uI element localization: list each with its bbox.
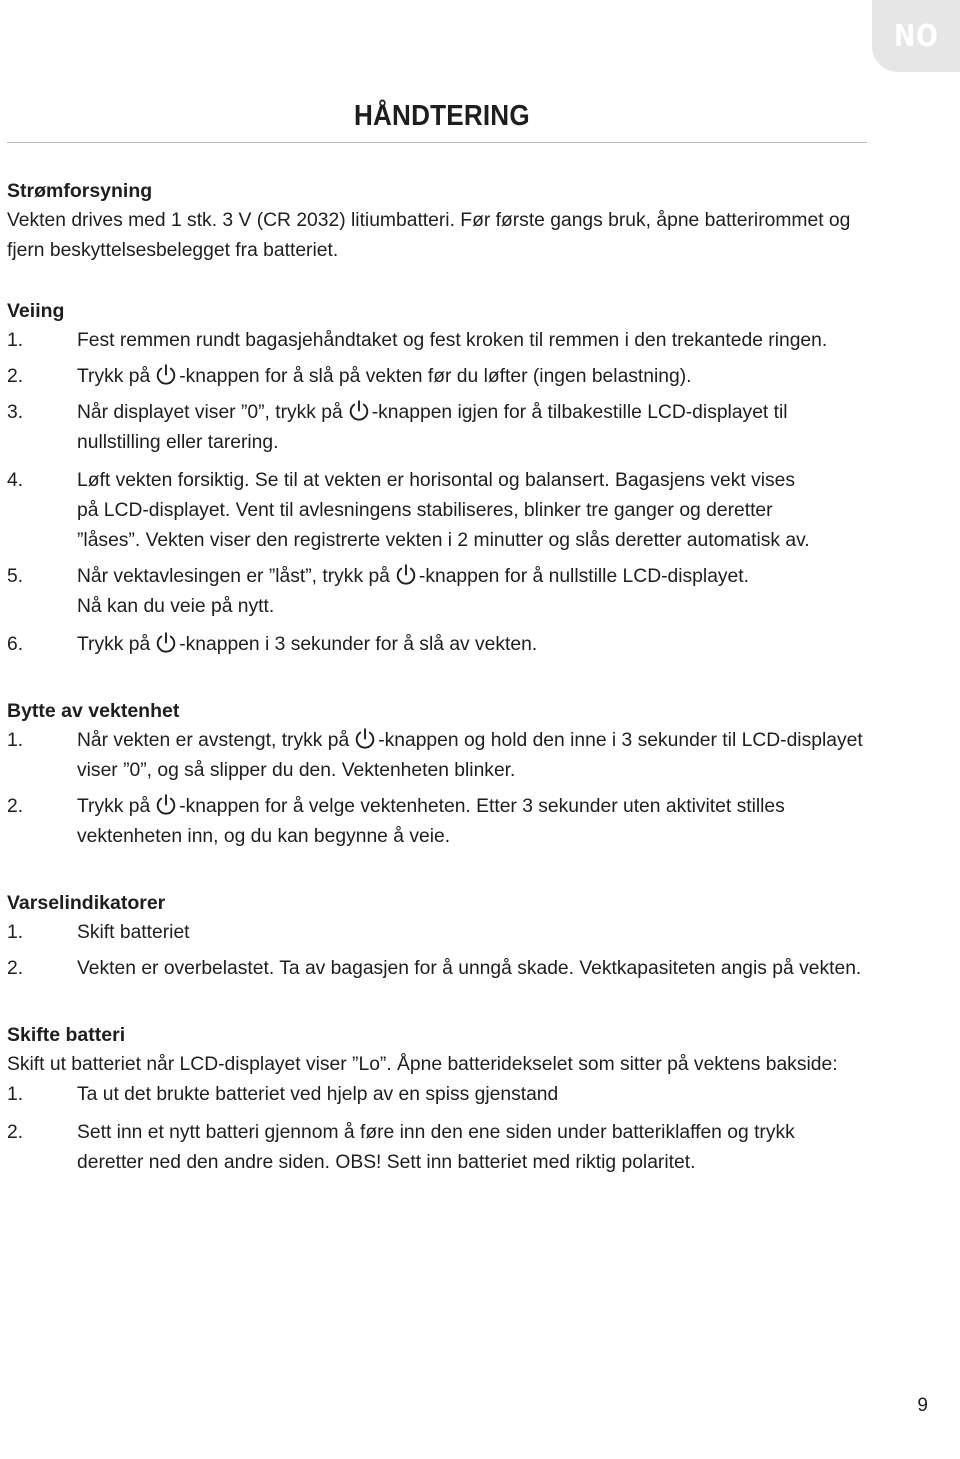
power-icon xyxy=(154,363,178,387)
step-text: Fest remmen rundt bagasjehåndtaket og fest kroken til remmen i den trekantede ringen. xyxy=(77,330,828,351)
list-item xyxy=(7,362,877,392)
power-supply-heading: Strømforsyning xyxy=(7,180,153,202)
power-supply-section xyxy=(7,176,877,266)
step-text: Når vekten er avstengt, trykk på -knappen og hold den inne i 3 sekunder til LCD-displayet viser ”0”, og så slipper du den. Vektenheten blinker. xyxy=(77,726,877,786)
weighing-steps xyxy=(7,326,877,660)
weighing-heading: Veiing xyxy=(7,300,65,322)
power-icon xyxy=(394,563,418,587)
weighing-section xyxy=(7,296,877,660)
step-text: Sett inn et nytt batteri gjennom å føre inn den ene siden under batteriklaffen og trykk deretter ned den andre siden. OBS! Sett inn batteriet med riktig polaritet. xyxy=(77,1122,795,1173)
title-divider xyxy=(7,142,867,143)
list-item xyxy=(7,630,877,660)
item-number: 2. xyxy=(7,958,24,979)
step-text: Trykk på -knappen i 3 sekunder for å slå av vekten. xyxy=(77,630,877,660)
step-number: 3. xyxy=(7,402,24,423)
battery-change-steps xyxy=(7,1080,877,1178)
unit-change-heading: Bytte av vektenhet xyxy=(7,700,180,722)
item-text: Vekten er overbelastet. Ta av bagasjen for å unngå skade. Vektkapasiteten angis på vekten. xyxy=(77,958,862,979)
list-item xyxy=(7,1080,877,1110)
warnings-section xyxy=(7,888,877,984)
language-tab xyxy=(872,0,960,72)
item-number: 1. xyxy=(7,922,24,943)
list-item xyxy=(7,398,877,458)
battery-change-heading: Skifte batteri xyxy=(7,1024,126,1046)
list-item xyxy=(7,562,877,622)
step-text: Når vektavlesingen er ”låst”, trykk på -knappen for å nullstille LCD-displayet. Nå kan du veie på nytt. xyxy=(77,562,877,622)
power-icon xyxy=(154,631,178,655)
step-text: Løft vekten forsiktig. Se til at vekten er horisontal og balansert. Bagasjens vekt vises på LCD-displayet. Vent til avlesningens stabiliseres, blinker tre ganger og deretter ”låses”. Vekten viser den registrerte vekten i 2 minutter og slås deretter automatisk av. xyxy=(77,470,810,551)
list-item xyxy=(7,918,877,948)
step-number: 1. xyxy=(7,1084,24,1105)
item-text: Skift batteriet xyxy=(77,922,190,943)
battery-change-section xyxy=(7,1020,877,1178)
unit-change-section xyxy=(7,696,877,852)
step-number: 1. xyxy=(7,330,24,351)
power-icon xyxy=(347,399,371,423)
step-number: 4. xyxy=(7,470,24,491)
step-number: 2. xyxy=(7,1122,24,1143)
list-item xyxy=(7,326,877,356)
power-supply-text: Vekten drives med 1 stk. 3 V (CR 2032) litiumbatteri. Før første gangs bruk, åpne batterirommet og fjern beskyttelsesbelegget fra batteriet. xyxy=(7,210,851,261)
page-title: HÅNDTERING xyxy=(354,100,530,132)
step-text: Trykk på -knappen for å velge vektenheten. Etter 3 sekunder uten aktivitet stilles vektenheten inn, og du kan begynne å veie. xyxy=(77,792,877,852)
step-number: 2. xyxy=(7,796,24,817)
unit-change-steps xyxy=(7,726,877,852)
page-number: 9 xyxy=(917,1395,928,1416)
language-label: NO xyxy=(893,18,939,54)
list-item xyxy=(7,792,877,852)
warnings-list xyxy=(7,918,877,984)
step-number: 1. xyxy=(7,730,24,751)
battery-change-intro: Skift ut batteriet når LCD-displayet viser ”Lo”. Åpne batteridekselet som sitter på vektens bakside: xyxy=(7,1054,838,1075)
list-item xyxy=(7,726,877,786)
power-icon xyxy=(353,727,377,751)
step-number: 2. xyxy=(7,366,24,387)
document-body xyxy=(7,176,877,1178)
step-text: Når displayet viser ”0”, trykk på -knappen igjen for å tilbakestille LCD-displayet til nullstilling eller tarering. xyxy=(77,398,877,458)
power-icon xyxy=(154,793,178,817)
step-text: Ta ut det brukte batteriet ved hjelp av en spiss gjenstand xyxy=(77,1084,559,1105)
warnings-heading: Varselindikatorer xyxy=(7,892,166,914)
step-text: Trykk på -knappen for å slå på vekten før du løfter (ingen belastning). xyxy=(77,362,877,392)
list-item xyxy=(7,1118,877,1178)
step-number: 6. xyxy=(7,634,24,655)
list-item xyxy=(7,466,877,556)
list-item xyxy=(7,954,877,984)
step-number: 5. xyxy=(7,566,24,587)
